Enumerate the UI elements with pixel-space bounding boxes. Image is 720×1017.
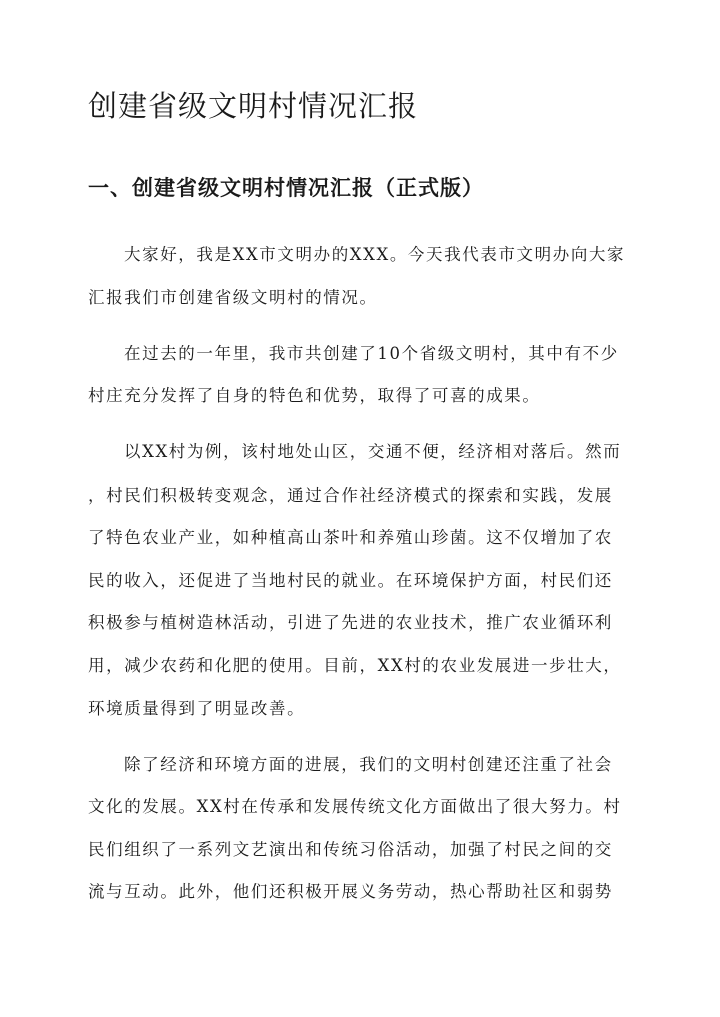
text-line: 民的收入，还促进了当地村民的就业。在环境保护方面，村民们还 xyxy=(88,571,613,590)
text-line: 流与互动。此外，他们还积极开展义务劳动，热心帮助社区和弱势 xyxy=(88,882,613,901)
text-line: 民们组织了一系列文艺演出和传统习俗活动，加强了村民之间的交 xyxy=(88,840,613,859)
document-title: 创建省级文明村情况汇报 xyxy=(88,89,419,123)
text-line: 环境质量得到了明显改善。 xyxy=(88,699,306,718)
section-heading: 一、创建省级文明村情况汇报（正式版） xyxy=(88,175,484,200)
text-line: 在过去的一年里，我市共创建了10个省级文明村，其中有不少 xyxy=(124,344,619,363)
text-line: ，村民们积极转变观念，通过合作社经济模式的探索和实践，发展 xyxy=(88,486,613,505)
text-line: 大家好，我是XX市文明办的XXX。今天我代表市文明办向大家 xyxy=(124,245,626,264)
text-line: 了特色农业产业，如种植高山茶叶和养殖山珍菌。这不仅增加了农 xyxy=(88,528,613,547)
text-line: 村庄充分发挥了自身的特色和优势，取得了可喜的成果。 xyxy=(88,386,541,405)
text-line: 汇报我们市创建省级文明村的情况。 xyxy=(88,288,378,307)
text-line: 以XX村为例，该村地处山区，交通不便，经济相对落后。然而 xyxy=(124,442,622,461)
text-line: 文化的发展。XX村在传承和发展传统文化方面做出了很大努力。村 xyxy=(88,797,622,816)
text-line: 积极参与植树造林活动，引进了先进的农业技术，推广农业循环利 xyxy=(88,613,613,632)
text-line: 除了经济和环境方面的进展，我们的文明村创建还注重了社会 xyxy=(124,755,613,774)
text-line: 用，减少农药和化肥的使用。目前，XX村的农业发展进一步壮大， xyxy=(88,656,622,675)
